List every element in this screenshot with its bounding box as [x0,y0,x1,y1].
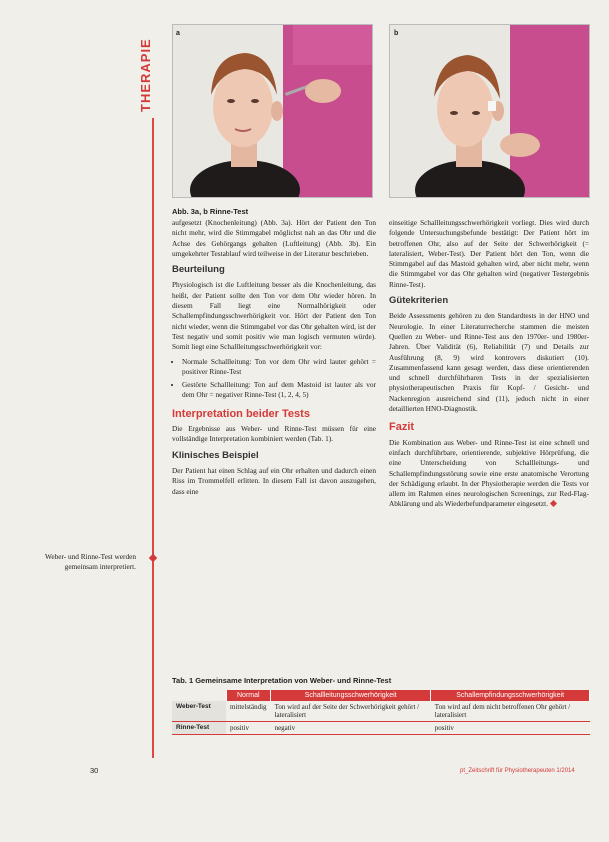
table-cell: positiv [431,722,590,735]
left-intro: aufgesetzt (Knochenleitung) (Abb. 3a). Hört der Patient den Ton nicht mehr, wird die Stimmgabel möglichst nah an das Ohr und die Achse des Gehörgangs gehalten (Luftleitung) (Abb. 3b). Ein umgekehrter Testablauf wird teilweise in der Literatur beschrieben. [172,218,376,258]
table-header-row [172,690,590,701]
photo-a [172,24,373,198]
sidenote: Weber- und Rinne-Test werden gemeinsam interpretiert. [45,552,136,571]
right-column [389,218,589,514]
photo-b-label: b [394,30,399,37]
table-cell: Ton wird auf der Seite der Schwerhörigkeit gehört / lateralisiert [271,701,431,722]
table-row [172,722,590,735]
interpretation-table [172,690,590,735]
table-cell: negativ [271,722,431,735]
page-number: 30 [90,766,99,775]
table-header-schallleitung: Schallleitungsschwerhörigkeit [271,690,431,701]
row-header-weber: Weber-Test [172,701,226,722]
beispiel-text: Der Patient hat einen Schlag auf ein Ohr erhalten und dadurch einen Riss im Trommelfell erlitten. In diesem Fall ist davon auszugehen, dass eine [172,465,376,496]
heading-interpretation: Interpretation beider Tests [172,407,310,420]
beurteilung-text: Physiologisch ist die Luftleitung besser als die Knochenleitung, das heißt, der Patient sollte den Ton vor dem Ohr wieder hören. In diesem Fall liegt eine Normalhörigkeit oder Schallempfindungsschwerhörigkeit vor. Hört der Patient den Ton nicht wieder, wenn die Stimmgabel vor das Ohr gehalten wird, ist der Test negativ und somit positiv wie man logisch vermuten würde). Somit liegt eine Schallleitungsschwerhörigkeit vor: [172,280,376,352]
bullet-normal: • Normale Schallleitung: Ton vor dem Ohr wird lauter gehört = positiver Rinne-Test [182,357,376,378]
table-row [172,701,590,722]
section-title: THERAPIE [138,38,153,112]
photo-a-label: a [176,30,180,37]
left-column [172,218,376,501]
heading-beurteilung: Beurteilung [172,264,225,276]
guete-text: Beide Assessments gehören zu den Standardtests in der HNO und Neurologie. In einer Literaturrecherche stammen die meisten Quellen zu Weber- und Rinne-Test aus den 1970er- und 1980er-Jahren. Über Validität (6), Reliabilität (7) und Details zur Ausführung (8, 9) wird kontrovers diskutiert (10). Zusammenfassend kann gesagt werden, dass diese orientierenden und schnell durchführbaren Tests in der spezialisierten physiotherapeutischen Praxis für Kopf- / Gesicht- und Nackenregion ausreichend sind (11), jedoch nicht in einer detaillierten HNO-Diagnostik. [389,311,589,414]
fazit-text [389,438,589,510]
right-intro: einseitige Schallleitungsschwerhörigkeit vorliegt. Dies wird durch folgende Untersuchungsbefunde bestätigt: Der Patient hört im betroffenen Ohr, also auf der Seite der Schwerhörigkeit (= lateralisiert, Weber-Test). Der Patient hört den Ton, wenn die Stimmgabel auf das Mastoid gehalten wird, aber nicht mehr, wenn die Stimmgabel vor das Ohr gehalten wird (negativer Testergebnis Rinne-Test). [389,218,589,289]
table-cell: Ton wird auf dem nicht betroffenen Ohr gehört / lateralisiert [431,701,590,722]
interpretation-text: Die Ergebnisse aus Weber- und Rinne-Test müssen für eine vollständige Interpretation kombiniert werden (Tab. 1). [172,424,376,444]
section-divider [152,118,154,758]
table-header-schallempfindung: Schallempfindungsschwerhörigkeit [431,690,590,701]
heading-guetekriterien: Gütekriterien [389,295,449,307]
fazit-body: Die Kombination aus Weber- und Rinne-Test ist eine schnell und einfach durchführbare, orientierende, subjektive Hörprüfung, die eine Unterscheidung von Schallleitungs- und Schallempfindungsstörung sowie eine erste anatomische Verortung der Schädigung erlaubt. In der Physiotherapie werden die Tests vor allem im Rahmen eines neurologischen Screenings, zur Red-Flag-Abklärung und als Wiederbefundparameter eingesetzt. [389,437,589,509]
end-mark-icon [550,500,557,507]
footer-journal: pt_Zeitschrift für Physiotherapeuten 1/2014 [460,768,575,774]
sidenote-marker-icon [149,554,157,562]
table-cell: mittelständig [226,701,271,722]
heading-beispiel: Klinisches Beispiel [172,449,259,461]
table-header-empty [172,690,226,701]
row-header-rinne: Rinne-Test [172,722,226,735]
heading-fazit: Fazit [389,421,415,434]
table-cell: positiv [226,722,271,735]
bullet-list [172,357,376,401]
figure-caption: Abb. 3a, b Rinne-Test [172,207,249,216]
photo-b [389,24,590,198]
bullet-gestoert: • Gestörte Schallleitung: Ton auf dem Mastoid ist lauter als vor dem Ohr = negativer Rinne-Test (1, 2, 4, 5) [182,380,376,401]
table-header-normal: Normal [226,690,271,701]
table-caption: Tab. 1 Gemeinsame Interpretation von Weber- und Rinne-Test [172,676,392,685]
